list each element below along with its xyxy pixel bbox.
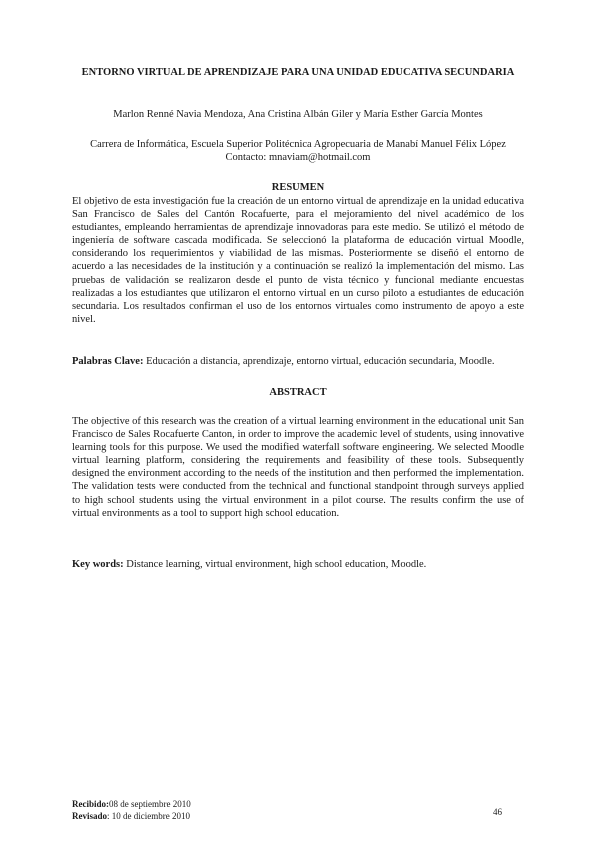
paper-title: ENTORNO VIRTUAL DE APRENDIZAJE PARA UNA UNIDAD EDUCATIVA SECUNDARIA	[81, 67, 515, 78]
page-number: 46	[493, 807, 502, 817]
keywords	[72, 558, 524, 571]
contact-email: Contacto: mnaviam@hotmail.com	[225, 152, 371, 163]
revised-date	[72, 810, 372, 822]
resumen-heading: RESUMEN	[271, 182, 325, 193]
revised-value: : 10 de diciembre 2010	[107, 811, 190, 821]
abstract-heading: ABSTRACT	[269, 387, 327, 398]
keywords-label: Key words:	[72, 559, 124, 570]
received-label: Recibido:	[72, 799, 109, 809]
received-value: 08 de septiembre 2010	[109, 799, 191, 809]
palabras-clave-text: Educación a distancia, aprendizaje, entorno virtual, educación secundaria, Moodle.	[143, 356, 495, 367]
palabras-clave-label: Palabras Clave:	[72, 356, 144, 367]
footer-dates	[72, 798, 372, 822]
keywords-text: Distance learning, virtual environment, high school education, Moodle.	[123, 559, 427, 570]
affiliation-block	[72, 138, 524, 164]
author-list: Marlon Renné Navia Mendoza, Ana Cristina Albán Giler y María Esther García Montes	[113, 109, 483, 120]
palabras-clave	[72, 355, 524, 368]
revised-label: Revisado	[72, 811, 108, 821]
abstract-text: The objective of this research was the creation of a virtual learning environment in the educational unit San Francisco de Sales Rocafuerte Canton, in order to improve the academic level of students, using innovative learning tools for this purpose. We used the modified waterfall software engineering. We selected Moodle virtual learning platform, considering the requirements and feasibility of these tools. Subsequently designed the environment according to the needs of the institution and then performed the implementation. The validation tests were conducted from the technical and functional standpoint through surveys applied to high school students using the virtual environment in a pilot course. The results confirm the use of virtual environments as a tool to support high school education.	[72, 416, 524, 519]
affiliation: Carrera de Informática, Escuela Superior Politécnica Agropecuaria de Manabí Manuel Félix López	[90, 139, 506, 150]
resumen-text: El objetivo de esta investigación fue la creación de un entorno virtual de aprendizaje en la unidad educativa San Francisco de Sales del Cantón Rocafuerte, para el mejoramiento del nivel académico de los estudiantes, empleando herramientas de aprendizaje innovadoras para este medio. Se utilizó el método de ingeniería de software cascada modificada. Se seleccionó la plataforma de educación virtual Moodle, considerando los requerimientos y viabilidad de las mismas. Posteriormente se diseñó el entorno de acuerdo a las necesidades de la institución y a continuación se realizó la implementación del mismo. Las pruebas de validación se realizaron desde el punto de vista técnico y funcional mediante encuestas realizadas a los estudiantes que utilizaron el entorno virtual en un curso piloto a estudiantes de educación secundaria. Los resultados confirman el uso de los entornos virtuales como instrumento de apoyo a este nivel.	[72, 196, 524, 325]
received-date	[72, 798, 372, 810]
